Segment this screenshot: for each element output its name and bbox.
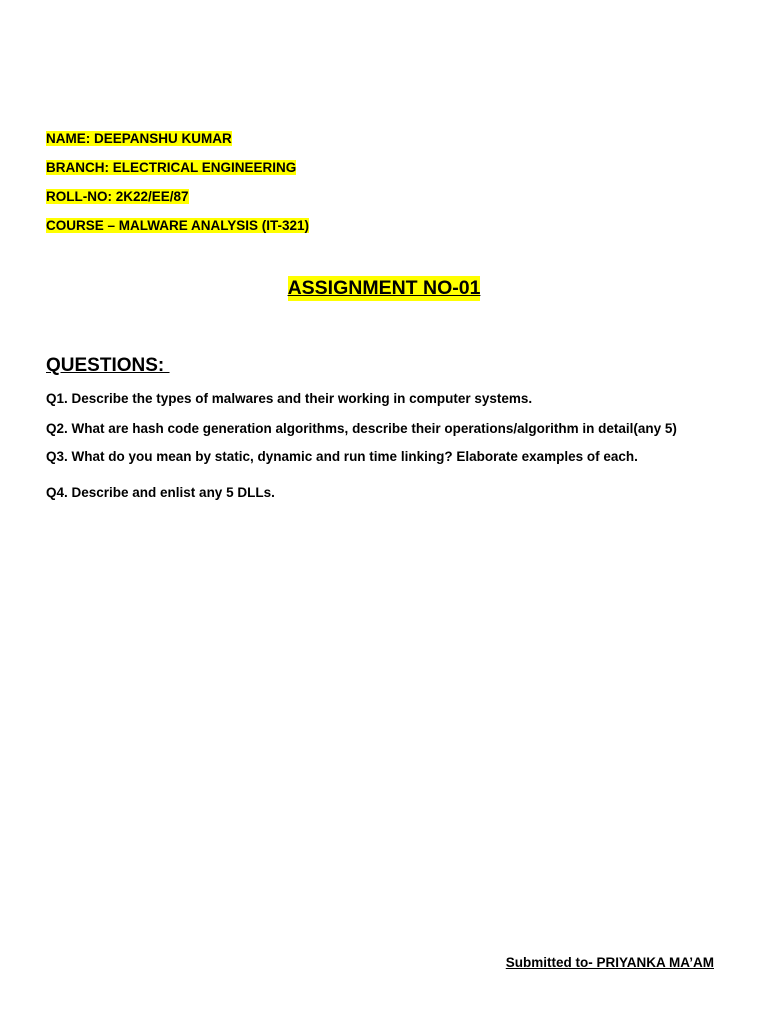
branch: BRANCH: ELECTRICAL ENGINEERING [46,160,297,175]
question-q1: Q1. Describe the types of malwares and their working in computer systems. [46,391,533,406]
course-line [46,217,309,235]
branch-line [46,159,296,177]
assignment-title-row [0,276,768,301]
course: COURSE – MALWARE ANALYSIS (IT-321) [46,218,310,233]
assignment-title: ASSIGNMENT NO-01 [287,277,481,299]
roll-number-line [46,188,189,206]
questions-heading: QUESTIONS: [46,355,170,376]
question-q4: Q4. Describe and enlist any 5 DLLs. [46,485,275,500]
student-name-line [46,130,232,148]
student-name: NAME: DEEPANSHU KUMAR [46,131,232,146]
roll-number: ROLL-NO: 2K22/EE/87 [46,189,189,204]
question-q3: Q3. What do you mean by static, dynamic and run time linking? Elaborate examples of each. [46,449,638,464]
submitted-to: Submitted to- PRIYANKA MA’AM [505,955,714,970]
question-q2: Q2. What are hash code generation algorithms, describe their operations/algorithm in detail(any 5) [46,421,677,436]
